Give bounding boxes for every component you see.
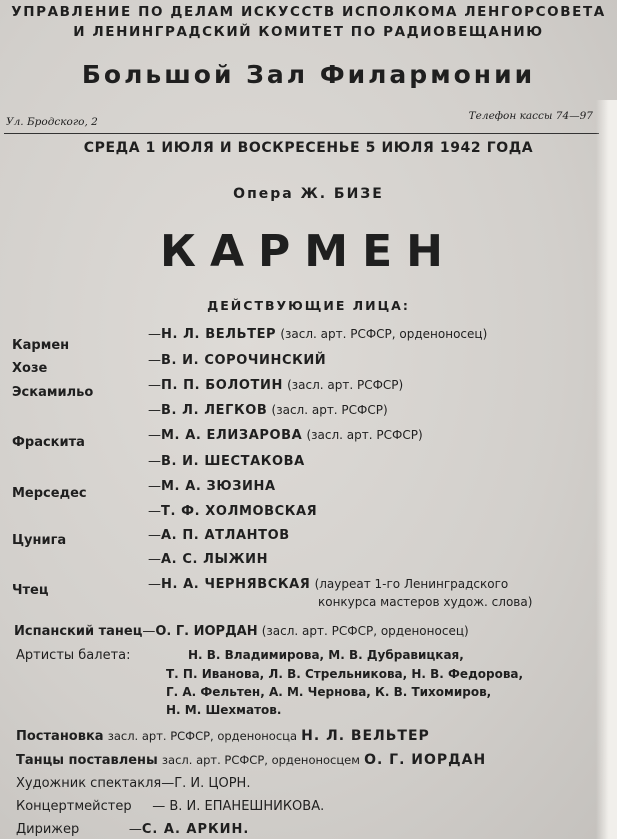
- role-name: Фраскита: [12, 435, 85, 450]
- opera-title: КАРМЕН: [160, 226, 457, 277]
- performer-note: (засл. арт. РСФСР): [287, 378, 404, 392]
- cast-row: —А. П. АТЛАНТОВ: [148, 528, 290, 543]
- ballet-line-2: Т. П. Иванова, Л. В. Стрельникова, Н. В. Федорова,: [166, 667, 524, 681]
- performer-note: (засл. арт. РСФСР): [306, 428, 423, 442]
- credit-accompanist: Концертмейстер — В. И. ЕПАНЕШНИКОВА.: [16, 799, 325, 814]
- cast-row: —П. П. БОЛОТИН (засл. арт. РСФСР): [148, 378, 404, 393]
- cast-row: —Т. Ф. ХОЛМОВСКАЯ: [148, 504, 318, 519]
- credit-label: Танцы поставлены: [16, 753, 158, 768]
- hall-name: Большой Зал Филармонии: [81, 60, 536, 89]
- performer-note: (засл. арт. РСФСР): [271, 403, 388, 417]
- ballet-line-4: Н. М. Шехматов.: [166, 703, 282, 717]
- reader-note-continued: конкурса мастеров худож. слова): [318, 595, 533, 609]
- ticket-phone: Телефон кассы 74—97: [468, 110, 593, 122]
- role-name: Эскамильо: [12, 385, 94, 400]
- spanish-dance-name: О. Г. ИОРДАН: [155, 624, 258, 639]
- performer-name: В. И. ШЕСТАКОВА: [161, 454, 305, 469]
- opera-composer: Опера Ж. БИЗЕ: [233, 186, 384, 202]
- credit-staging: [16, 728, 430, 744]
- role-name: Хозе: [12, 361, 48, 376]
- credit-name: С. А. АРКИН.: [141, 822, 250, 837]
- credit-dances: [16, 752, 486, 768]
- credit-label: Дирижер: [16, 822, 80, 837]
- credit-conductor: Дирижер —С. А. АРКИН.: [16, 822, 250, 837]
- credit-designer: Художник спектакля—Г. И. ЦОРН.: [16, 776, 251, 791]
- performer-name: А. П. АТЛАНТОВ: [161, 528, 290, 543]
- credit-name: Г. И. ЦОРН.: [174, 776, 251, 791]
- role-name: Чтец: [12, 583, 49, 598]
- role-name: Мерседес: [12, 486, 87, 501]
- credit-name: Н. Л. ВЕЛЬТЕР: [301, 728, 430, 744]
- cast-row: —Н. Л. ВЕЛЬТЕР (засл. арт. РСФСР, орденоносец): [148, 327, 488, 342]
- credit-note: засл. арт. РСФСР, орденоносцем: [161, 753, 360, 767]
- ballet-line-1: Н. В. Владимирова, М. В. Дубравицкая,: [188, 648, 464, 662]
- cast-row: —В. Л. ЛЕГКОВ (засл. арт. РСФСР): [148, 403, 388, 418]
- spanish-dance-label: Испанский танец: [14, 624, 143, 639]
- performer-note: (лауреат 1-го Ленинградского: [314, 577, 509, 591]
- address: Ул. Бродского, 2: [6, 116, 98, 128]
- spanish-dance-note: (засл. арт. РСФСР, орденоносец): [261, 624, 469, 638]
- performer-note: (засл. арт. РСФСР, орденоносец): [280, 327, 488, 341]
- header-divider: [4, 133, 599, 134]
- performer-name: Т. Ф. ХОЛМОВСКАЯ: [161, 504, 318, 519]
- role-name: Кармен: [12, 338, 70, 353]
- performer-name: М. А. ЗЮЗИНА: [161, 479, 276, 494]
- credit-name: В. И. ЕПАНЕШНИКОВА.: [169, 799, 325, 814]
- credit-name: О. Г. ИОРДАН: [364, 752, 487, 768]
- performer-name: П. П. БОЛОТИН: [161, 378, 283, 393]
- cast-row: —В. И. ШЕСТАКОВА: [148, 454, 305, 469]
- performer-name: В. И. СОРОЧИНСКИЙ: [161, 353, 327, 368]
- credit-label: Концертмейстер: [16, 799, 132, 814]
- performer-name: Н. А. ЧЕРНЯВСКАЯ: [161, 577, 311, 592]
- ballet-line-3: Г. А. Фельтен, А. М. Чернова, К. В. Тихомиров,: [166, 685, 492, 699]
- performer-name: В. Л. ЛЕГКОВ: [161, 403, 268, 418]
- performer-name: Н. Л. ВЕЛЬТЕР: [161, 327, 277, 342]
- credit-label: Постановка: [16, 729, 104, 744]
- cast-row: —М. А. ЕЛИЗАРОВА (засл. арт. РСФСР): [148, 428, 423, 443]
- credit-note: засл. арт. РСФСР, орденоносца: [107, 729, 298, 743]
- cast-heading: ДЕЙСТВУЮЩИЕ ЛИЦА:: [207, 298, 410, 313]
- cast-row: —А. С. ЛЫЖИН: [148, 552, 269, 567]
- spanish-dance-row: Испанский танец—О. Г. ИОРДАН (засл. арт. РСФСР, орденоносец): [14, 624, 469, 639]
- credit-label: Художник спектакля: [16, 776, 162, 791]
- cast-row: —В. И. СОРОЧИНСКИЙ: [148, 353, 327, 368]
- paper-edge: [596, 100, 617, 839]
- header-line-1: УПРАВЛЕНИЕ ПО ДЕЛАМ ИСКУССТВ ИСПОЛКОМА ЛЕНГОРСОВЕТА: [11, 4, 606, 20]
- role-name: Цунига: [12, 533, 67, 548]
- header-line-2: И ЛЕНИНГРАДСКИЙ КОМИТЕТ ПО РАДИОВЕЩАНИЮ: [73, 24, 544, 40]
- performer-name: А. С. ЛЫЖИН: [161, 552, 269, 567]
- performance-dates: СРЕДА 1 ИЮЛЯ И ВОСКРЕСЕНЬЕ 5 ИЮЛЯ 1942 ГОДА: [83, 140, 534, 156]
- cast-row: —Н. А. ЧЕРНЯВСКАЯ (лауреат 1-го Ленинградского: [148, 577, 509, 592]
- ballet-label: Артисты балета:: [16, 648, 131, 663]
- cast-row: —М. А. ЗЮЗИНА: [148, 479, 276, 494]
- performer-name: М. А. ЕЛИЗАРОВА: [161, 428, 303, 443]
